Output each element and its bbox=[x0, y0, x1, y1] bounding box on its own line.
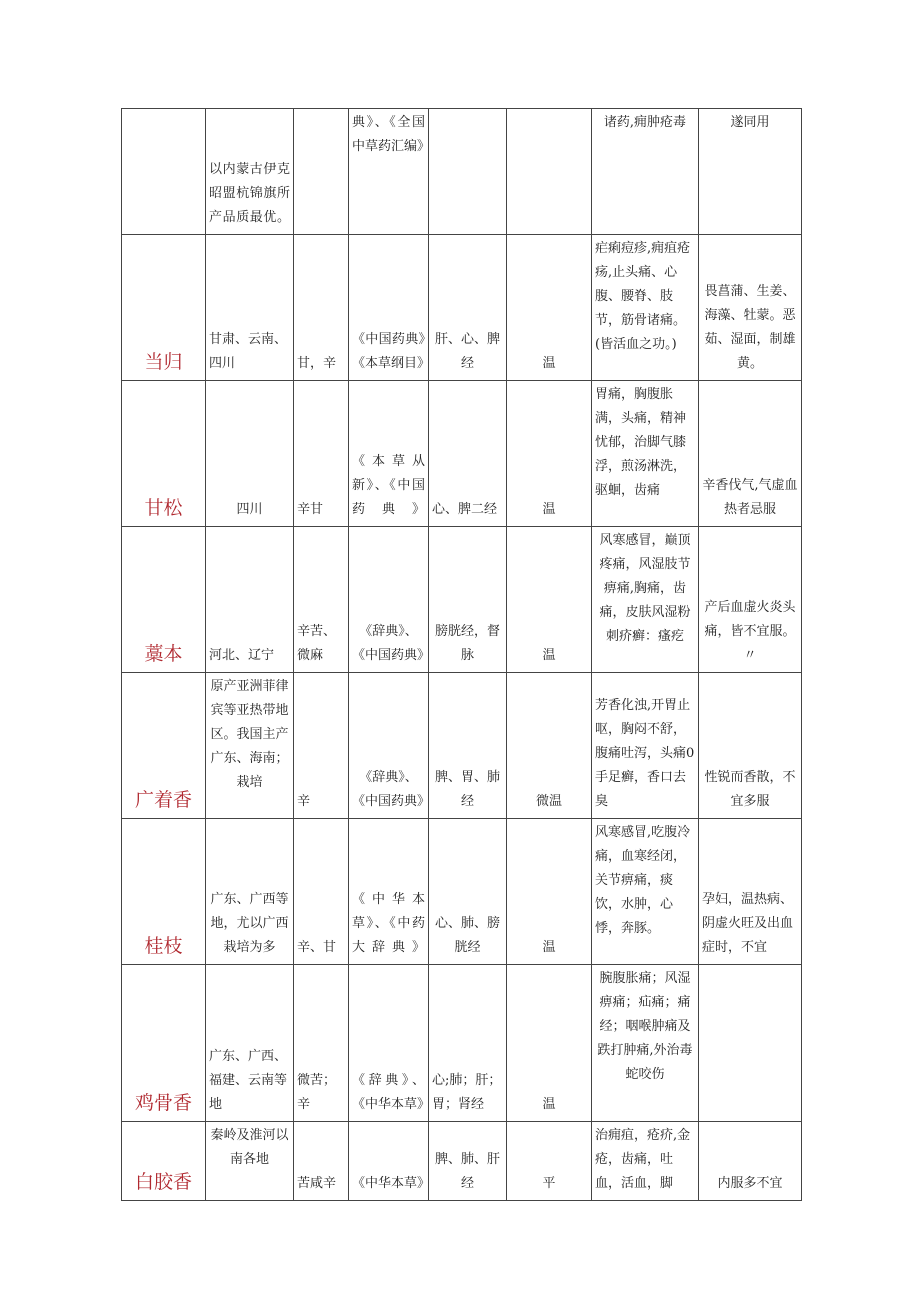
herb-table bbox=[121, 108, 802, 1201]
table-row bbox=[122, 527, 802, 673]
nature-cell: 温 bbox=[507, 235, 592, 381]
nature-cell: 平 bbox=[507, 1122, 592, 1201]
taste-cell: 甘，辛 bbox=[294, 235, 349, 381]
herb-name: 当归 bbox=[122, 235, 206, 381]
herb-name: 藁本 bbox=[122, 527, 206, 673]
caution-cell: 性锐而香散，不宜多服 bbox=[699, 673, 802, 819]
nature-cell: 微温 bbox=[507, 673, 592, 819]
nature-cell: 温 bbox=[507, 819, 592, 965]
origin-cell: 秦岭及淮河以南各地 bbox=[206, 1122, 294, 1201]
nature-cell: 温 bbox=[507, 965, 592, 1122]
taste-cell: 苦咸辛 bbox=[294, 1122, 349, 1201]
caution-cell: 产后血虚火炎头痛，皆不宜服。〃 bbox=[699, 527, 802, 673]
caution-cell: 孕妇，温热病、阴虚火旺及出血症时，不宜 bbox=[699, 819, 802, 965]
caution-cell: 畏菖蒲、生姜、海藻、牡蒙。恶茹、湿面，制雄黄。 bbox=[699, 235, 802, 381]
effect-cell: 疟痢痘疹,痈疽疮疡,止头痛、心腹、腰脊、肢节，筋骨诸痛。(皆活血之功。) bbox=[592, 235, 699, 381]
meridian-cell: 心、肺、膀胱经 bbox=[429, 819, 507, 965]
origin-cell: 广东、广西等地，尤以广西栽培为多 bbox=[206, 819, 294, 965]
effect-cell: 腕腹胀痛；风湿痹痛；疝痛；痛经；咽喉肿痛及跌打肿痛,外治毒蛇咬伤 bbox=[592, 965, 699, 1122]
caution-cell bbox=[699, 965, 802, 1122]
origin-cell: 以内蒙古伊克昭盟杭锦旗所产品质最优。 bbox=[206, 109, 294, 235]
table-row bbox=[122, 235, 802, 381]
source-cell: 《中华本草》、《中药大辞典》 bbox=[349, 819, 429, 965]
source-cell: 典》、《全国中草药汇编》 bbox=[349, 109, 429, 235]
source-cell: 《中国药典》《本草纲目》 bbox=[349, 235, 429, 381]
taste-cell bbox=[294, 109, 349, 235]
effect-cell: 诸药,痈肿疮毒 bbox=[592, 109, 699, 235]
taste-cell: 辛、甘 bbox=[294, 819, 349, 965]
meridian-cell: 心;肺；肝；胃；肾经 bbox=[429, 965, 507, 1122]
caution-cell: 内服多不宜 bbox=[699, 1122, 802, 1201]
caution-cell: 辛香伐气,气虚血热者忌服 bbox=[699, 381, 802, 527]
table-row bbox=[122, 965, 802, 1122]
taste-cell: 微苦；辛 bbox=[294, 965, 349, 1122]
table-row bbox=[122, 109, 802, 235]
effect-cell: 胃痛，胸腹胀满，头痛，精神忧郁，治脚气膝浮，煎汤淋洗，驱蛔，齿痛 bbox=[592, 381, 699, 527]
herb-name: 桂枝 bbox=[122, 819, 206, 965]
meridian-cell: 脾、胃、肺经 bbox=[429, 673, 507, 819]
effect-cell: 风寒感冒,吃腹冷痛，血寒经闭，关节痹痛，痰饮，水肿，心悸，奔豚。 bbox=[592, 819, 699, 965]
nature-cell bbox=[507, 109, 592, 235]
herb-name: 鸡骨香 bbox=[122, 965, 206, 1122]
source-cell: 《辞典》、《中国药典》 bbox=[349, 527, 429, 673]
table-row bbox=[122, 673, 802, 819]
taste-cell: 辛甘 bbox=[294, 381, 349, 527]
meridian-cell: 膀胱经，督脉 bbox=[429, 527, 507, 673]
table-row bbox=[122, 819, 802, 965]
origin-cell: 广东、广西、福建、云南等地 bbox=[206, 965, 294, 1122]
effect-cell: 芳香化浊,开胃止呕，胸闷不舒，腹痛吐泻，头痛0手足癣，香口去臭 bbox=[592, 673, 699, 819]
meridian-cell: 脾、肺、肝经 bbox=[429, 1122, 507, 1201]
caution-cell: 遂同用 bbox=[699, 109, 802, 235]
nature-cell: 温 bbox=[507, 381, 592, 527]
source-cell: 《中华本草》 bbox=[349, 1122, 429, 1201]
meridian-cell: 肝、心、脾经 bbox=[429, 235, 507, 381]
source-cell: 《辞典》、《中国药典》 bbox=[349, 673, 429, 819]
table-row bbox=[122, 381, 802, 527]
source-cell: 《辞典》、《中华本草》 bbox=[349, 965, 429, 1122]
source-cell: 《本草从新》、《中国药典》 bbox=[349, 381, 429, 527]
herb-name bbox=[122, 109, 206, 235]
table-row bbox=[122, 1122, 802, 1201]
origin-cell: 甘肃、云南、四川 bbox=[206, 235, 294, 381]
taste-cell: 辛 bbox=[294, 673, 349, 819]
nature-cell: 温 bbox=[507, 527, 592, 673]
meridian-cell bbox=[429, 109, 507, 235]
effect-cell: 风寒感冒，巅顶疼痛，风湿肢节痹痛,胸痛，齿痛，皮肤风湿粉刺疥癣：瘙疙 bbox=[592, 527, 699, 673]
meridian-cell: 心、脾二经 bbox=[429, 381, 507, 527]
origin-cell: 河北、辽宁 bbox=[206, 527, 294, 673]
herb-name: 甘松 bbox=[122, 381, 206, 527]
effect-cell: 治痈疽，疮疥,金疮，齿痛，吐血，活血，脚 bbox=[592, 1122, 699, 1201]
herb-name: 白胶香 bbox=[122, 1122, 206, 1201]
origin-cell: 四川 bbox=[206, 381, 294, 527]
herb-name: 广着香 bbox=[122, 673, 206, 819]
origin-cell: 原产亚洲菲律宾等亚热带地区。我国主产广东、海南；栽培 bbox=[206, 673, 294, 819]
taste-cell: 辛苦、微麻 bbox=[294, 527, 349, 673]
